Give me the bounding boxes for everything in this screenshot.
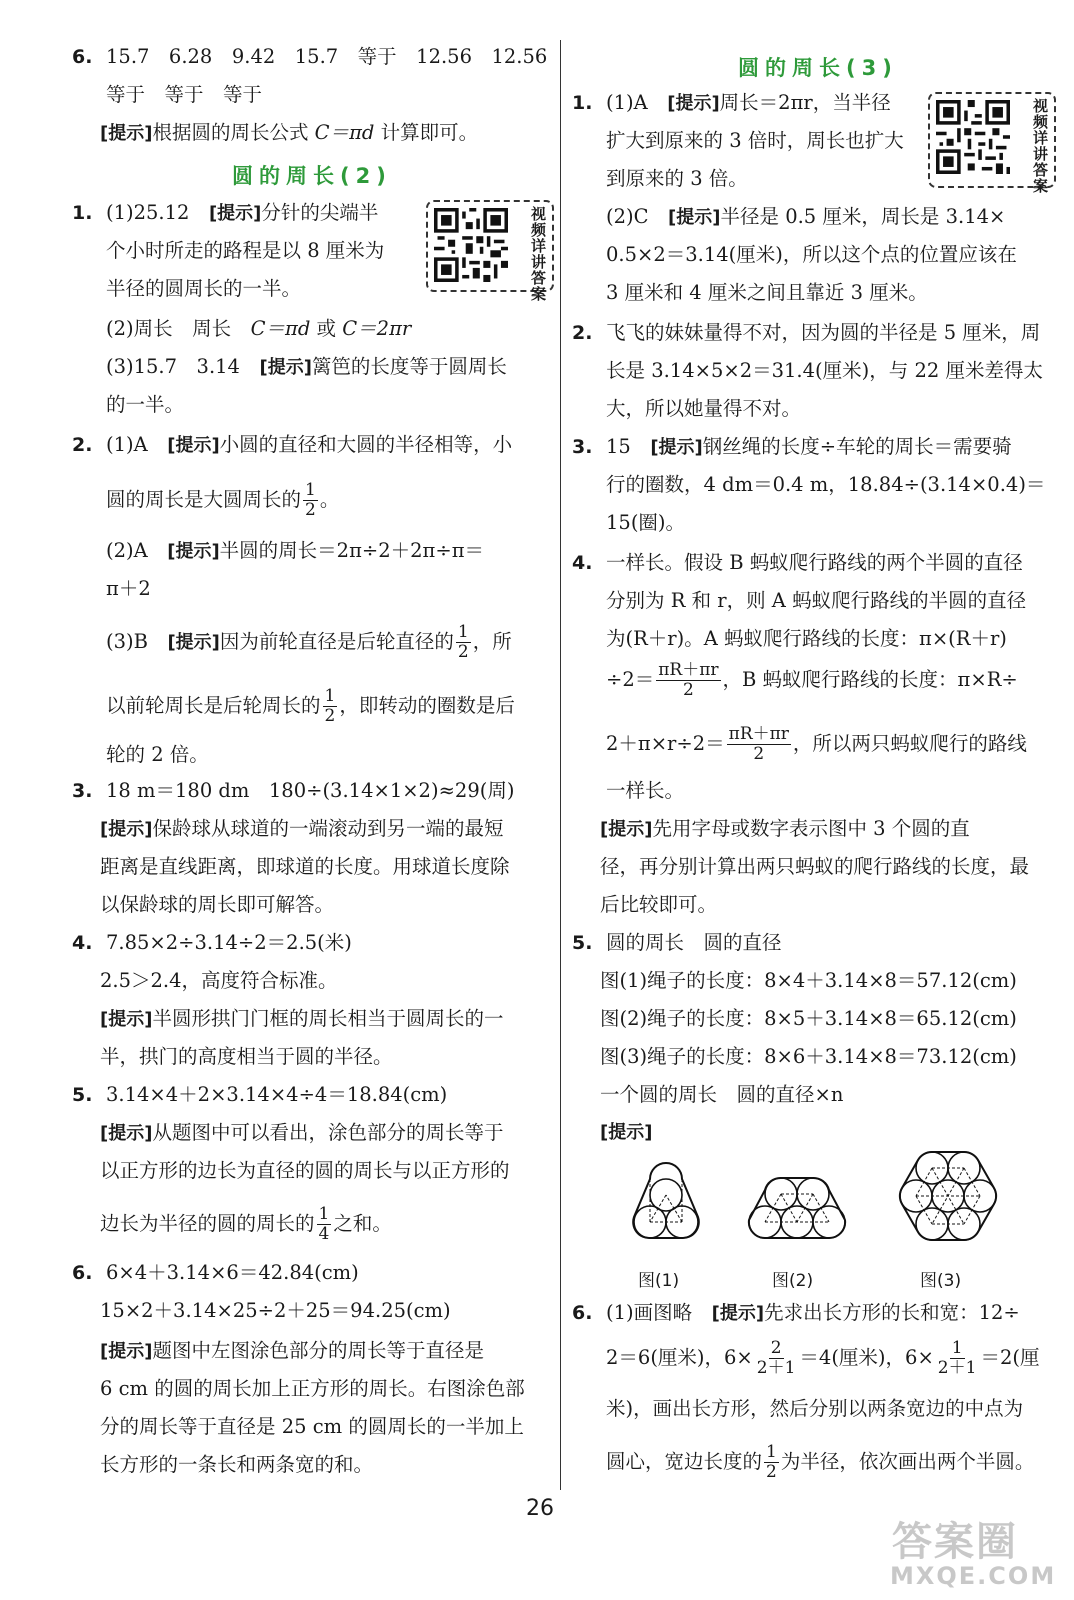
fraction: $\frac{1}{2}$ <box>324 686 336 726</box>
q5-line4: 边长为半径的圆的周长的 $\frac{1}{4}$ 之和。 <box>100 1204 392 1244</box>
q1-line5: (3)15.7 3.14 [提示]篱笆的长度等于圆周长 <box>106 355 507 378</box>
qr-code-icon <box>434 208 508 282</box>
r-q6-line2: 2＝6(厘米)，6× $\frac{2}{2+1}$ ＝4(厘米)，6× $\frac{1}{2+1}$ ＝2(厘 <box>606 1338 1040 1378</box>
fraction: $\frac{\pi R+\pi r}{2}$ <box>658 660 719 700</box>
fraction: $\frac{1}{4}$ <box>318 1204 330 1244</box>
fraction: $\frac{1}{2}$ <box>766 1442 777 1482</box>
q5-line3: 以正方形的边长为直径的圆的周长与以正方形的 <box>100 1159 510 1182</box>
column-divider <box>560 40 561 1490</box>
fraction: $\frac{1}{2}$ <box>457 622 469 662</box>
qr-code-icon <box>936 100 1010 174</box>
fraction: $\frac{1}{2+1}$ <box>937 1338 977 1378</box>
r-q5-hint: [提示] <box>600 1122 653 1143</box>
q1-line4: (2)周长 周长 C＝πd 或 C＝2πr <box>106 317 412 340</box>
q4-line3: [提示]半圆形拱门门框的周长相当于圆周长的一 <box>100 1007 504 1030</box>
q2-line1: 2. (1)A [提示]小圆的直径和大圆的半径相等，小 <box>72 433 513 456</box>
r-q1-line3: 到原来的 3 倍。 <box>606 167 748 190</box>
r-q3-line2: 行的圈数，4 dm＝0.4 m，18.84÷(3.14×0.4)＝ <box>606 473 1046 496</box>
qr-code[interactable] <box>426 200 554 303</box>
figure-caption: 图(2) <box>772 1271 814 1291</box>
r-q3-line1: 3. 15 [提示]钢丝绳的长度÷车轮的周长＝需要骑 <box>572 435 1012 458</box>
r-q4-line6: 一样长。 <box>606 779 685 802</box>
fraction: $\frac{\pi R+\pi r}{2}$ <box>728 724 789 764</box>
figure-caption: 图(3) <box>920 1271 962 1291</box>
r-q1-line2: 扩大到原来的 3 倍时，周长也扩大 <box>606 129 904 152</box>
r-q1-line1: 1. (1)A [提示]周长＝2πr，当半径 <box>572 91 891 114</box>
page-number: 26 <box>526 1496 554 1521</box>
q1-line2: 个小时所走的路程是以 8 厘米为 <box>106 239 385 262</box>
r-q5-line1: 5. 圆的周长 圆的直径 <box>572 931 782 954</box>
fraction: $\frac{2}{2+1}$ <box>756 1338 796 1378</box>
qr-label: 视频详讲答案 <box>1033 97 1049 195</box>
q3-line3: 距离是直线距离，即球道的长度。用球道长度除 <box>100 855 510 878</box>
qr-code[interactable] <box>928 92 1056 195</box>
r-q5-line5: 一个圆的周长 圆的直径×n <box>600 1083 844 1106</box>
r-q1-line5: 0.5×2＝3.14(厘米)，所以这个点的位置应该在 <box>606 243 1017 266</box>
r-q2-line3: 大，所以她量得不对。 <box>606 397 802 420</box>
r-q4-line1: 4. 一样长。假设 B 蚂蚁爬行路线的两个半圆的直径 <box>572 551 1023 574</box>
q6-line2: 15×2＋3.14×25÷2＋25＝94.25(cm) <box>100 1299 451 1322</box>
q6-line6: 长方形的一条长和两条宽的和。 <box>100 1453 374 1476</box>
r-q5-line2: 图(1)绳子的长度：8×4＋3.14×8＝57.12(cm) <box>600 969 1017 992</box>
figure-3-hexagon-circles <box>878 1134 1018 1262</box>
q5-line2: [提示]从题图中可以看出，涂色部分的周长等于 <box>100 1121 504 1144</box>
hint-line: [提示]根据圆的周长公式 C＝πd 计算即可。 <box>100 121 479 144</box>
r-q4-line2: 分别为 R 和 r，则 A 蚂蚁爬行路线的半圆的直径 <box>606 589 1027 612</box>
q1-line3: 半径的圆周长的一半。 <box>106 277 302 300</box>
q4-line4: 半，拱门的高度相当于圆的半径。 <box>100 1045 393 1068</box>
answer-6-prev: 6. 15.7 6.28 9.42 15.7 等于 12.56 12.56 <box>72 45 548 68</box>
q6-line1: 6. 6×4＋3.14×6＝42.84(cm) <box>72 1261 359 1284</box>
q6-line5: 分的周长等于直径是 25 cm 的圆周长的一半加上 <box>100 1415 524 1438</box>
r-q6-line4: 圆心，宽边长度的 $\frac{1}{2}$ 为半径，依次画出两个半圆。 <box>606 1442 1035 1482</box>
section-title: 圆的周长(3) <box>738 56 898 80</box>
r-q4-line9: 后比较即可。 <box>600 893 718 916</box>
q2-line5: (3)B [提示]因为前轮直径是后轮直径的 $\frac{1}{2}$ ，所 <box>106 622 512 662</box>
q5-line1: 5. 3.14×4＋2×3.14×4÷4＝18.84(cm) <box>72 1083 448 1106</box>
q4-line2: 2.5＞2.4，高度符合标准。 <box>100 969 338 992</box>
q1-line6: 的一半。 <box>106 393 185 416</box>
r-q4-line4: ÷2＝ $\frac{\pi R+\pi r}{2}$ ，B 蚂蚁爬行路线的长度：π×R÷ <box>606 660 1018 700</box>
qr-label: 视频详讲答案 <box>531 205 547 303</box>
q3-line2: [提示]保龄球从球道的一端滚动到另一端的最短 <box>100 817 504 840</box>
q2-line2: 圆的周长是大圆周长的 $\frac{1}{2}$ 。 <box>106 480 340 520</box>
r-q5-line3: 图(2)绳子的长度：8×5＋3.14×8＝65.12(cm) <box>600 1007 1017 1030</box>
figure-1-triangle-circles <box>616 1162 716 1262</box>
q3-line1: 3. 18 m＝180 dm 180÷(3.14×1×2)≈29(周) <box>72 779 515 802</box>
q2-line6: 以前轮周长是后轮周长的 $\frac{1}{2}$ ，即转动的圈数是后 <box>106 686 515 726</box>
r-q1-line6: 3 厘米和 4 厘米之间且靠近 3 厘米。 <box>606 281 928 304</box>
r-q4-line3: 为(R＋r)。A 蚂蚁爬行路线的长度：π×(R＋r) <box>606 627 1007 650</box>
r-q5-line4: 图(3)绳子的长度：8×6＋3.14×8＝73.12(cm) <box>600 1045 1017 1068</box>
q2-line3: (2)A [提示]半圆的周长＝2π÷2＋2π÷π＝ <box>106 539 485 562</box>
figure-2-trapezoid-circles <box>732 1150 862 1262</box>
r-q6-line1: 6. (1)画图略 [提示]先求出长方形的长和宽：12÷ <box>572 1301 1020 1324</box>
r-q4-line5: 2＋π×r÷2＝ $\frac{\pi R+\pi r}{2}$ ，所以两只蚂蚁爬行的路线 <box>606 724 1027 764</box>
figure-caption: 图(1) <box>638 1271 680 1291</box>
q2-line4: π＋2 <box>106 577 151 600</box>
r-q2-line2: 长是 3.14×5×2＝31.4(厘米)，与 22 厘米差得太 <box>606 359 1043 382</box>
r-q3-line3: 15(圈)。 <box>606 511 686 534</box>
answer-line: 等于 等于 等于 <box>106 83 263 106</box>
watermark-logo: 答案圈 MXQE.COM <box>890 1519 1057 1590</box>
section-title: 圆的周长(2) <box>232 164 392 188</box>
q4-line1: 4. 7.85×2÷3.14÷2＝2.5(米) <box>72 931 352 954</box>
q2-line7: 轮的 2 倍。 <box>106 743 209 766</box>
r-q1-line4: (2)C [提示]半径是 0.5 厘米，周长是 3.14× <box>606 205 1006 228</box>
q6-line3: [提示]题图中左图涂色部分的周长等于直径是 <box>100 1339 484 1362</box>
r-q4-line8: 径，再分别计算出两只蚂蚁的爬行路线的长度，最 <box>600 855 1030 878</box>
r-q2-line1: 2. 飞飞的妹妹量得不对，因为圆的半径是 5 厘米，周 <box>572 321 1041 344</box>
q3-line4: 以保龄球的周长即可解答。 <box>100 893 335 916</box>
r-q4-line7: [提示]先用字母或数字表示图中 3 个圆的直 <box>600 817 970 840</box>
q1-line1: 1. (1)25.12 [提示]分针的尖端半 <box>72 201 379 224</box>
q6-line4: 6 cm 的圆的周长加上正方形的周长。右图涂色部 <box>100 1377 525 1400</box>
fraction: $\frac{1}{2}$ <box>305 480 316 520</box>
r-q6-line3: 米)，画出长方形，然后分别以两条宽边的中点为 <box>606 1397 1024 1420</box>
